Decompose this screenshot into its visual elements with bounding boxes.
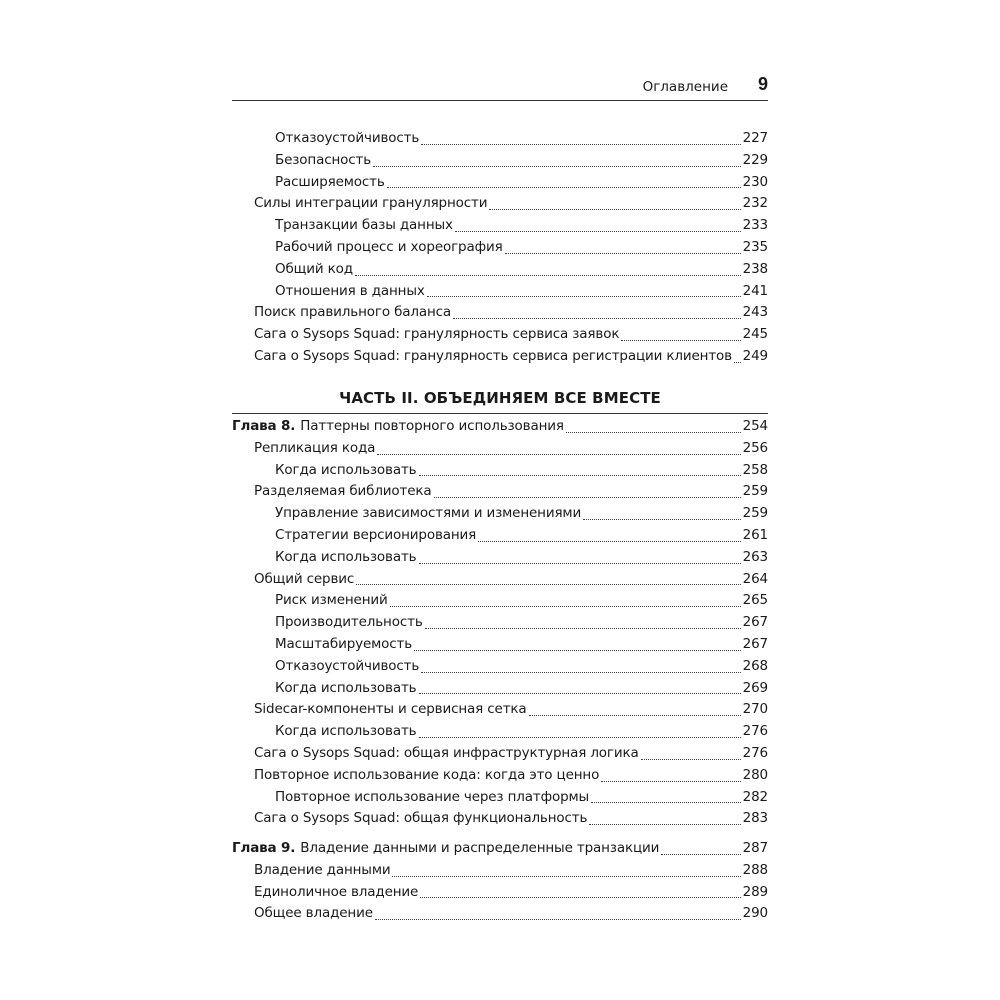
toc-entry[interactable] [232,324,768,346]
toc-entry-text: Транзакции базы данных [275,217,453,234]
toc-entry-title [254,882,418,904]
toc-entry-text: Sidecar-компоненты и сервисная сетка [254,701,527,718]
dot-leader [591,801,741,803]
toc-entry-title [275,787,589,809]
toc-entry-title [275,547,417,569]
chapter-label: Глава 8. [232,418,296,434]
toc-entry-text: Отказоустойчивость [275,657,420,674]
toc-entry[interactable] [232,172,768,194]
toc-entry-page: 245 [742,326,768,343]
toc-entry-title [254,481,432,503]
toc-entry-text: Сага о Sysops Squad: гранулярность сервиса заявок [254,326,620,343]
toc-entry[interactable] [232,460,768,482]
toc-entry-page: 263 [742,548,768,565]
toc-chapter-entry[interactable] [232,838,768,860]
dot-leader [455,230,741,232]
toc-entry[interactable] [232,503,768,525]
toc-entry-text: Общее владение [254,905,373,922]
toc-entry-text: Стратегии версионирования [275,526,477,543]
dot-leader [478,540,741,542]
toc-entry-text: Когда использовать [275,679,417,696]
dot-leader [421,143,740,145]
toc-entry[interactable] [232,481,768,503]
dot-leader [377,453,740,455]
toc-entry[interactable] [232,346,768,368]
toc-entry[interactable] [232,721,768,743]
toc-entry-title [275,172,385,194]
dot-leader [420,896,740,898]
toc-entry-title [254,808,587,830]
toc-entry-text: Общий сервис [254,570,355,587]
toc-entry-text: Репликация кода [254,439,376,456]
toc-entry-page: 230 [742,173,768,190]
dot-leader [419,474,741,476]
toc-entry-page: 261 [742,526,768,543]
toc-entry[interactable] [232,302,768,324]
toc-entry-text: Паттерны повторного использования [300,418,564,434]
dot-leader [734,361,741,363]
dot-leader [661,853,740,855]
toc-entry[interactable] [232,882,768,904]
dot-leader [621,339,740,341]
toc-entry-text: Когда использовать [275,461,417,478]
toc-entry-title [275,281,425,303]
toc-entry[interactable] [232,438,768,460]
toc-entry-page: 233 [742,217,768,234]
toc-entry-title [275,237,503,259]
toc-entry-page: 243 [742,304,768,321]
toc-entry-page: 288 [742,861,768,878]
toc-entry-page: 267 [742,635,768,652]
toc-entry-title [254,699,527,721]
dot-leader [601,780,740,782]
toc-entry-page: 232 [742,195,768,212]
dot-leader [589,823,740,825]
toc-entry-text: Масштабируемость [275,635,413,652]
toc-entry-title [275,460,417,482]
toc-entry-title [275,503,581,525]
toc-entry-page: 290 [742,905,768,922]
toc-entry[interactable] [232,765,768,787]
toc-entry-text: Поиск правильного баланса [254,304,452,321]
dot-leader [421,671,740,673]
toc-entry-title [275,634,412,656]
toc-entry-title [254,903,373,925]
toc-entry-title [254,302,451,324]
toc-entry[interactable] [232,612,768,634]
dot-leader [641,758,741,760]
toc-entry-page: 280 [742,766,768,783]
toc-entry[interactable] [232,259,768,281]
toc-entry-title [254,346,732,368]
toc-entry-page: 254 [742,418,768,434]
dot-leader [356,583,741,585]
dot-leader [427,295,741,297]
toc-entry-text: Расширяемость [275,173,385,190]
dot-leader [583,518,741,520]
toc-entry-title [254,438,375,460]
toc-entry-page: 235 [742,238,768,255]
toc-entry-page: 259 [742,483,768,500]
toc-entry-text: Общий код [275,260,353,277]
toc-entry-title [275,612,423,634]
toc-section-top [232,128,768,368]
toc-entry[interactable] [232,590,768,612]
toc-entry-title [275,525,476,547]
toc-entry-page: 289 [742,883,768,900]
toc-entry-text: Повторное использование кода: когда это ценно [254,766,600,783]
dot-leader [414,649,741,651]
toc-entry-page: 267 [742,614,768,631]
toc-entry-title [254,193,487,215]
part-divider [232,413,768,414]
toc-entry-page: 282 [742,788,768,805]
part-heading: ЧАСТЬ II. ОБЪЕДИНЯЕМ ВСЕ ВМЕСТЕ [339,389,661,407]
dot-leader [355,274,741,276]
dot-leader [425,627,741,629]
dot-leader [419,736,741,738]
toc-entry-text: Сага о Sysops Squad: общая функциональность [254,810,588,827]
toc-entry-title [232,416,564,438]
toc-entry-page: 270 [742,701,768,718]
toc-entry[interactable] [232,743,768,765]
toc-entry-page: 268 [742,657,768,674]
toc-entry-text: Сага о Sysops Squad: гранулярность сервиса регистрации клиентов [254,347,732,364]
page-number: 9 [757,74,768,94]
toc-entry[interactable] [232,547,768,569]
dot-leader [419,562,741,564]
toc-entry[interactable] [232,215,768,237]
toc-entry-title [254,569,354,591]
toc-entry-page: 229 [742,151,768,168]
toc-entry[interactable] [232,525,768,547]
toc-entry-page: 249 [742,347,768,364]
toc-entry-text: Отказоустойчивость [275,130,420,146]
toc-entry-title [275,259,353,281]
toc-entry-page: 259 [742,505,768,522]
chapter-label: Глава 9. [232,840,296,856]
toc-entry-text: Безопасность [275,151,372,168]
dot-leader [505,252,741,254]
toc-entry-text: Отношения в данных [275,282,425,299]
toc-entry-title [254,743,639,765]
toc-entry-page: 265 [742,592,768,609]
toc-entry-page: 283 [742,810,768,827]
dot-leader [419,692,741,694]
toc-entry[interactable] [232,150,768,172]
toc-entry-page: 258 [742,461,768,478]
toc-entry-text: Силы интеграции гранулярности [254,195,488,212]
dot-leader [387,186,741,188]
toc-entry[interactable] [232,678,768,700]
toc-entry-page: 256 [742,439,768,456]
toc-entry-text: Когда использовать [275,548,417,565]
toc-entry-text: Владение данными [254,861,391,878]
toc-entry[interactable] [232,860,768,882]
dot-leader [453,317,741,319]
dot-leader [529,714,741,716]
toc-entry-text: Повторное использование через платформы [275,788,590,805]
toc-entry-page: 227 [742,130,768,146]
toc-entry[interactable] [232,808,768,830]
toc-entry-page: 264 [742,570,768,587]
toc-entry-page: 269 [742,679,768,696]
toc-entry-text: Разделяемая библиотека [254,483,432,500]
running-header [232,74,768,101]
dot-leader [392,875,740,877]
toc-entry-text: Управление зависимостями и изменениями [275,505,582,522]
toc-entry-title [254,860,390,882]
toc-entry-text: Производительность [275,614,423,631]
toc-entry-title [254,765,599,787]
toc-entry-page: 276 [742,723,768,740]
toc-entry-title [275,590,388,612]
toc-entry[interactable] [232,281,768,303]
toc-chapter-entry[interactable] [232,416,768,438]
toc-entry[interactable] [232,128,768,150]
toc-entry-page: 241 [742,282,768,299]
toc-entry-title [275,721,417,743]
toc-entry-title [275,656,419,678]
toc-entry-title [232,838,659,860]
toc-entry-title [275,678,417,700]
toc-entry-title [275,215,453,237]
dot-leader [390,605,741,607]
toc-entry-text: Риск изменений [275,592,388,609]
toc-entry[interactable] [232,569,768,591]
header-title: Оглавление [642,79,728,95]
toc-entry[interactable] [232,787,768,809]
toc-entry[interactable] [232,656,768,678]
dot-leader [434,496,741,498]
dot-leader [373,165,741,167]
toc-entry[interactable] [232,903,768,925]
toc-entry-text: Когда использовать [275,723,417,740]
toc-entry[interactable] [232,634,768,656]
toc-entry-text: Рабочий процесс и хореография [275,238,503,255]
dot-leader [375,918,741,920]
toc-entry-title [254,324,619,346]
toc-entry-text: Сага о Sysops Squad: общая инфраструктурная логика [254,744,639,761]
dot-leader [566,431,741,433]
toc-entry[interactable] [232,237,768,259]
toc-entry-title [275,128,419,150]
toc-entry-page: 287 [742,840,768,856]
toc-entry[interactable] [232,193,768,215]
toc-entry-page: 238 [742,260,768,277]
toc-section-chapter-9 [232,838,768,925]
toc-entry[interactable] [232,699,768,721]
toc-section-chapter-8 [232,416,768,830]
dot-leader [489,208,740,210]
toc-entry-page: 276 [742,744,768,761]
toc-entry-text: Владение данными и распределенные транзакции [300,840,660,856]
toc-entry-title [275,150,371,172]
toc-entry-text: Единоличное владение [254,883,419,900]
